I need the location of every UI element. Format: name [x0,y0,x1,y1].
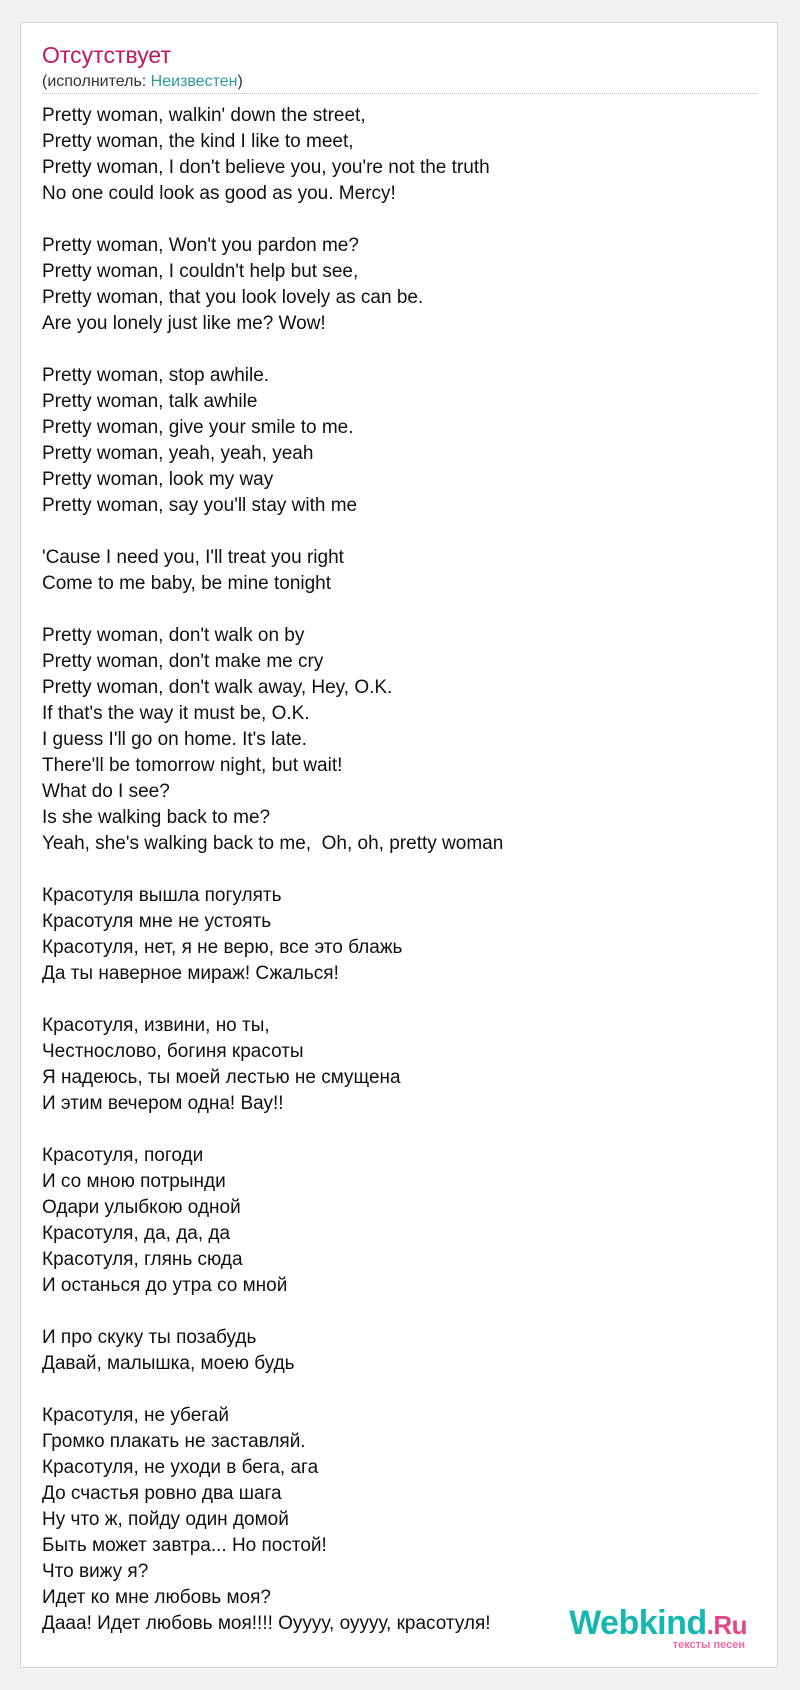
lyric-line: 'Cause I need you, I'll treat you right [42,547,344,568]
lyric-line: Красотуля, нет, я не верю, все это блажь [42,937,403,958]
lyric-line: Pretty woman, talk awhile [42,391,258,412]
brand-name [569,1605,747,1643]
lyric-line: Pretty woman, that you look lovely as can be. [42,287,424,308]
song-title: Отсутствует [42,42,171,68]
lyric-line: Pretty woman, Won't you pardon me? [42,235,359,256]
lyric-line: Красотуля, извини, но ты, [42,1015,270,1036]
lyric-line: Красотуля мне не устоять [42,911,272,932]
lyrics-card [20,22,778,1668]
lyric-line: What do I see? [42,781,170,802]
lyric-line: Pretty woman, the kind I like to meet, [42,131,354,152]
lyrics-stanza [42,1143,742,1299]
lyric-line: Pretty woman, don't walk on by [42,625,305,646]
lyric-line: Красотуля, не убегай [42,1405,229,1426]
lyric-line: Pretty woman, walkin' down the street, [42,105,366,126]
lyric-line: Красотуля, не уходи в бега, ага [42,1457,319,1478]
lyric-line: Pretty woman, yeah, yeah, yeah [42,443,314,464]
lyric-line: Pretty woman, I couldn't help but see, [42,261,359,282]
lyrics-stanza [42,233,742,337]
lyric-line: Is she walking back to me? [42,807,271,828]
lyric-line: Pretty woman, don't make me cry [42,651,324,672]
title-divider [42,93,757,94]
lyrics-stanza [42,363,742,519]
artist-line [42,72,243,92]
lyric-line: Красотуля вышла погулять [42,885,282,906]
lyric-line: Yeah, she's walking back to me, Oh, oh, pretty woman [42,833,504,854]
site-logo[interactable] [547,1605,747,1655]
lyric-line: Pretty woman, stop awhile. [42,365,270,386]
lyrics-stanza [42,545,742,597]
artist-prefix: (исполнитель: [42,73,151,90]
lyric-line: I guess I'll go on home. It's late. [42,729,307,750]
lyric-line: Я надеюсь, ты моей лестью не смущена [42,1067,401,1088]
lyric-line: И со мною потрынди [42,1171,226,1192]
lyric-line: Красотуля, погоди [42,1145,204,1166]
lyric-line: До счастья ровно два шага [42,1483,282,1504]
lyrics-stanza [42,1325,742,1377]
lyric-line: Красотуля, глянь сюда [42,1249,243,1270]
lyric-line: There'll be tomorrow night, but wait! [42,755,343,776]
lyric-line: Pretty woman, say you'll stay with me [42,495,358,516]
lyrics-stanza [42,883,742,987]
lyric-line: Честнослово, богиня красоты [42,1041,304,1062]
lyric-line: Красотуля, да, да, да [42,1223,231,1244]
brand-tld: .Ru [706,1610,747,1640]
lyrics-text [42,103,742,1663]
lyric-line: Громко плакать не заставляй. [42,1431,306,1452]
lyric-line: Да ты наверное мираж! Сжалься! [42,963,339,984]
lyric-line: И про скуку ты позабудь [42,1327,257,1348]
lyric-line: Pretty woman, give your smile to me. [42,417,354,438]
lyric-line: Pretty woman, don't walk away, Hey, O.K. [42,677,393,698]
lyric-line: If that's the way it must be, O.K. [42,703,310,724]
brand-tagline: тексты песен [672,1639,745,1651]
lyrics-stanza [42,1013,742,1117]
lyric-line: Идет ко мне любовь моя? [42,1587,271,1608]
lyric-line: Давай, малышка, моею будь [42,1353,295,1374]
lyric-line: Одари улыбкою одной [42,1197,241,1218]
lyrics-stanza [42,1403,742,1637]
lyric-line: Are you lonely just like me? Wow! [42,313,326,334]
artist-suffix: ) [237,73,243,90]
artist-link[interactable]: Неизвестен [150,73,238,90]
lyric-line: Дааа! Идет любовь моя!!!! Оуууу, оуууу, красотуля! [42,1613,491,1634]
lyric-line: И останься до утра со мной [42,1275,288,1296]
lyric-line: No one could look as good as you. Mercy! [42,183,396,204]
lyric-line: Come to me baby, be mine tonight [42,573,332,594]
lyric-line: Быть может завтра... Но постой! [42,1535,327,1556]
lyric-line: Pretty woman, I don't believe you, you're not the truth [42,157,490,178]
lyric-line: Что вижу я? [42,1561,149,1582]
lyric-line: И этим вечером одна! Вау!! [42,1093,284,1114]
brand-name-main: Webkind [569,1604,707,1642]
lyric-line: Pretty woman, look my way [42,469,274,490]
lyrics-stanza [42,103,742,207]
lyrics-stanza [42,623,742,857]
lyric-line: Ну что ж, пойду один домой [42,1509,289,1530]
